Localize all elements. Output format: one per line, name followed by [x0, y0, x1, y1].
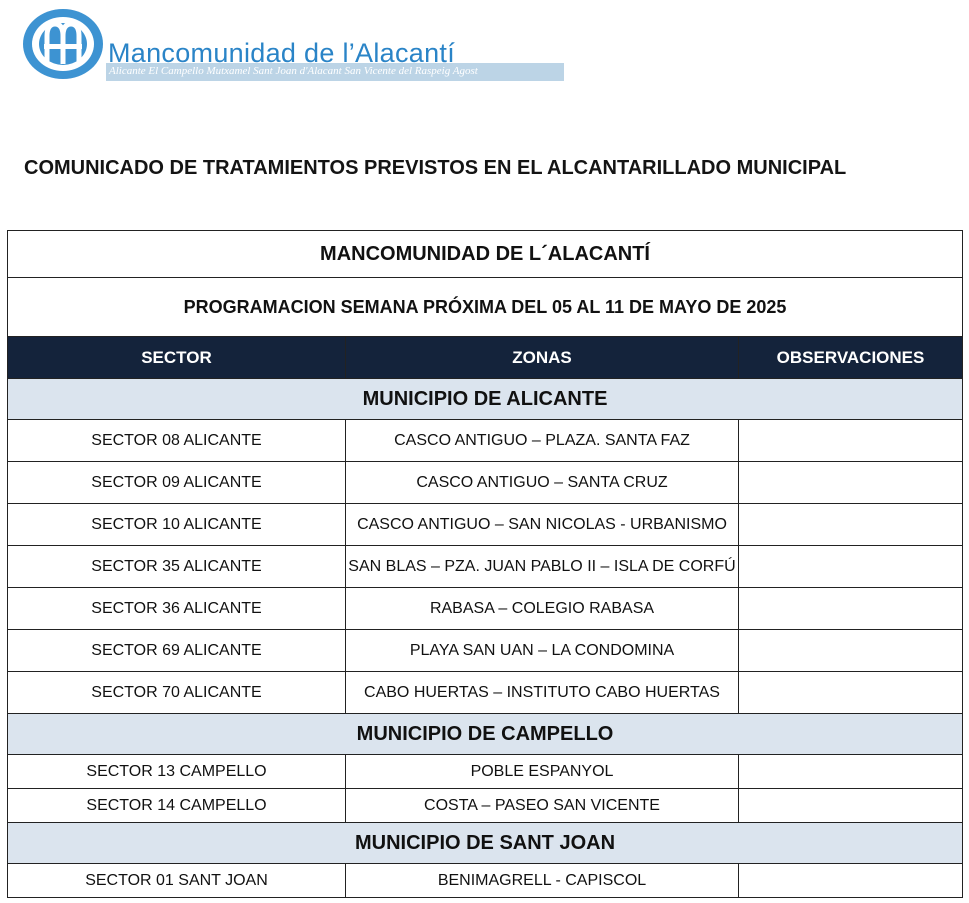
table-row: [8, 588, 963, 630]
zona-cell: PLAYA SAN UAN – LA CONDOMINA: [346, 630, 739, 672]
schedule-table: [7, 230, 963, 898]
zona-cell: POBLE ESPANYOL: [346, 755, 739, 789]
zona-cell: CABO HUERTAS – INSTITUTO CABO HUERTAS: [346, 672, 739, 714]
municipality-row: [8, 379, 963, 420]
logo-title: Mancomunidad de l’Alacantí: [108, 38, 456, 68]
header-sector: SECTOR: [8, 337, 346, 379]
table-row: [8, 789, 963, 823]
zona-cell: SAN BLAS – PZA. JUAN PABLO II – ISLA DE CORFÚ: [346, 546, 739, 588]
zona-cell: RABASA – COLEGIO RABASA: [346, 588, 739, 630]
sector-cell: SECTOR 01 SANT JOAN: [8, 864, 346, 898]
observaciones-cell: [739, 755, 963, 789]
program-period: PROGRAMACION SEMANA PRÓXIMA DEL 05 AL 11 DE MAYO DE 2025: [8, 278, 963, 337]
mancomunidad-logo-icon: [20, 6, 106, 82]
document-header: [0, 0, 969, 100]
zona-cell: BENIMAGRELL - CAPISCOL: [346, 864, 739, 898]
schedule-table-body: [8, 231, 963, 898]
sector-cell: SECTOR 70 ALICANTE: [8, 672, 346, 714]
header-zonas: ZONAS: [346, 337, 739, 379]
observaciones-cell: [739, 504, 963, 546]
observaciones-cell: [739, 546, 963, 588]
sector-cell: SECTOR 14 CAMPELLO: [8, 789, 346, 823]
table-row: [8, 504, 963, 546]
sector-cell: SECTOR 36 ALICANTE: [8, 588, 346, 630]
observaciones-cell: [739, 789, 963, 823]
municipality-name: MUNICIPIO DE CAMPELLO: [8, 714, 963, 755]
zona-cell: COSTA – PASEO SAN VICENTE: [346, 789, 739, 823]
document-title: COMUNICADO DE TRATAMIENTOS PREVISTOS EN EL ALCANTARILLADO MUNICIPAL: [24, 157, 847, 179]
table-row: [8, 546, 963, 588]
logo-towns: Alicante El Campello Mutxamel Sant Joan d'Alacant San Vicente del Raspeig Agost: [109, 65, 478, 77]
table-row: [8, 420, 963, 462]
municipality-row: [8, 823, 963, 864]
sector-cell: SECTOR 10 ALICANTE: [8, 504, 346, 546]
zona-cell: CASCO ANTIGUO – PLAZA. SANTA FAZ: [346, 420, 739, 462]
table-row: [8, 672, 963, 714]
header-observaciones: OBSERVACIONES: [739, 337, 963, 379]
municipality-row: [8, 714, 963, 755]
column-header-row: [8, 337, 963, 379]
table-row: [8, 462, 963, 504]
zona-cell: CASCO ANTIGUO – SANTA CRUZ: [346, 462, 739, 504]
sector-cell: SECTOR 09 ALICANTE: [8, 462, 346, 504]
table-row: [8, 630, 963, 672]
municipality-name: MUNICIPIO DE ALICANTE: [8, 379, 963, 420]
sector-cell: SECTOR 13 CAMPELLO: [8, 755, 346, 789]
zona-cell: CASCO ANTIGUO – SAN NICOLAS - URBANISMO: [346, 504, 739, 546]
observaciones-cell: [739, 630, 963, 672]
organization-name: MANCOMUNIDAD DE L´ALACANTÍ: [8, 231, 963, 278]
municipality-name: MUNICIPIO DE SANT JOAN: [8, 823, 963, 864]
observaciones-cell: [739, 864, 963, 898]
observaciones-cell: [739, 462, 963, 504]
table-row: [8, 864, 963, 898]
organization-row: [8, 231, 963, 278]
sector-cell: SECTOR 08 ALICANTE: [8, 420, 346, 462]
sector-cell: SECTOR 69 ALICANTE: [8, 630, 346, 672]
sector-cell: SECTOR 35 ALICANTE: [8, 546, 346, 588]
table-row: [8, 755, 963, 789]
observaciones-cell: [739, 672, 963, 714]
observaciones-cell: [739, 420, 963, 462]
observaciones-cell: [739, 588, 963, 630]
program-row: [8, 278, 963, 337]
